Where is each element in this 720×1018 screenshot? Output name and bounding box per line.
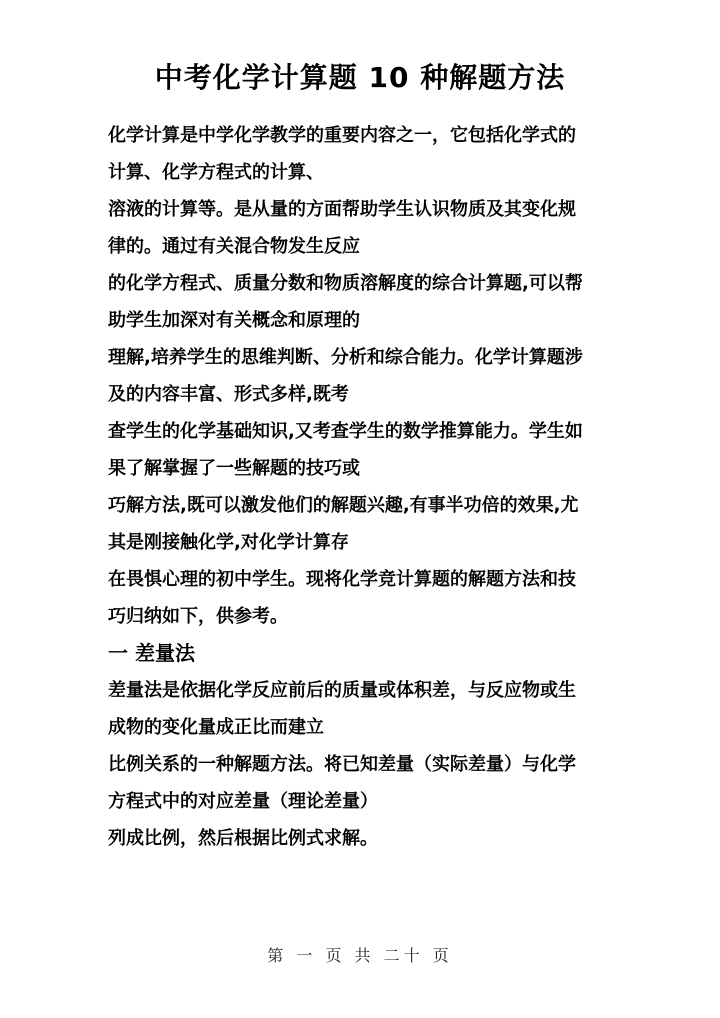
page-footer: 第 一 页 共 二十 页 — [267, 946, 453, 965]
paragraph-line: 及的内容丰富、形式多样,既考 — [108, 384, 349, 405]
paragraph-line: 果了解掌握了一些解题的技巧或 — [108, 458, 360, 479]
document-title: 中考化学计算题 10 种解题方法 — [154, 61, 566, 94]
paragraph-line: 助学生加深对有关概念和原理的 — [108, 310, 360, 331]
section-line: 差量法是依据化学反应前后的质量或体积差，与反应物或生 — [108, 680, 576, 701]
section-line: 比例关系的一种解题方法。将已知差量（实际差量）与化学 — [108, 754, 576, 775]
section-line: 成物的变化量成正比而建立 — [108, 717, 324, 738]
section-heading: 一 差量法 — [108, 641, 195, 665]
paragraph-line: 巧解方法,既可以激发他们的解题兴趣,有事半功倍的效果,尤 — [108, 495, 579, 516]
paragraph-line: 在畏惧心理的初中学生。现将化学竞计算题的解题方法和技 — [108, 569, 576, 590]
paragraph-line: 其是刚接触化学,对化学计算存 — [108, 532, 349, 553]
paragraph-line: 计算、化学方程式的计算、 — [108, 162, 324, 183]
paragraph-line: 查学生的化学基础知识,又考查学生的数学推算能力。学生如 — [108, 421, 583, 442]
paragraph-line: 巧归纳如下，供参考。 — [108, 606, 288, 627]
section-line: 列成比例，然后根据比例式求解。 — [108, 828, 378, 849]
paragraph-line: 溶液的计算等。是从量的方面帮助学生认识物质及其变化规 — [108, 199, 576, 220]
section-line: 方程式中的对应差量（理论差量） — [108, 791, 378, 812]
paragraph-line: 化学计算是中学化学教学的重要内容之一，它包括化学式的 — [108, 125, 576, 146]
paragraph-line: 律的。通过有关混合物发生反应 — [108, 236, 360, 257]
document-body — [108, 117, 620, 857]
paragraph-line: 的化学方程式、质量分数和物质溶解度的综合计算题,可以帮 — [108, 273, 583, 294]
paragraph-line: 理解,培养学生的思维判断、分析和综合能力。化学计算题涉 — [108, 347, 583, 368]
